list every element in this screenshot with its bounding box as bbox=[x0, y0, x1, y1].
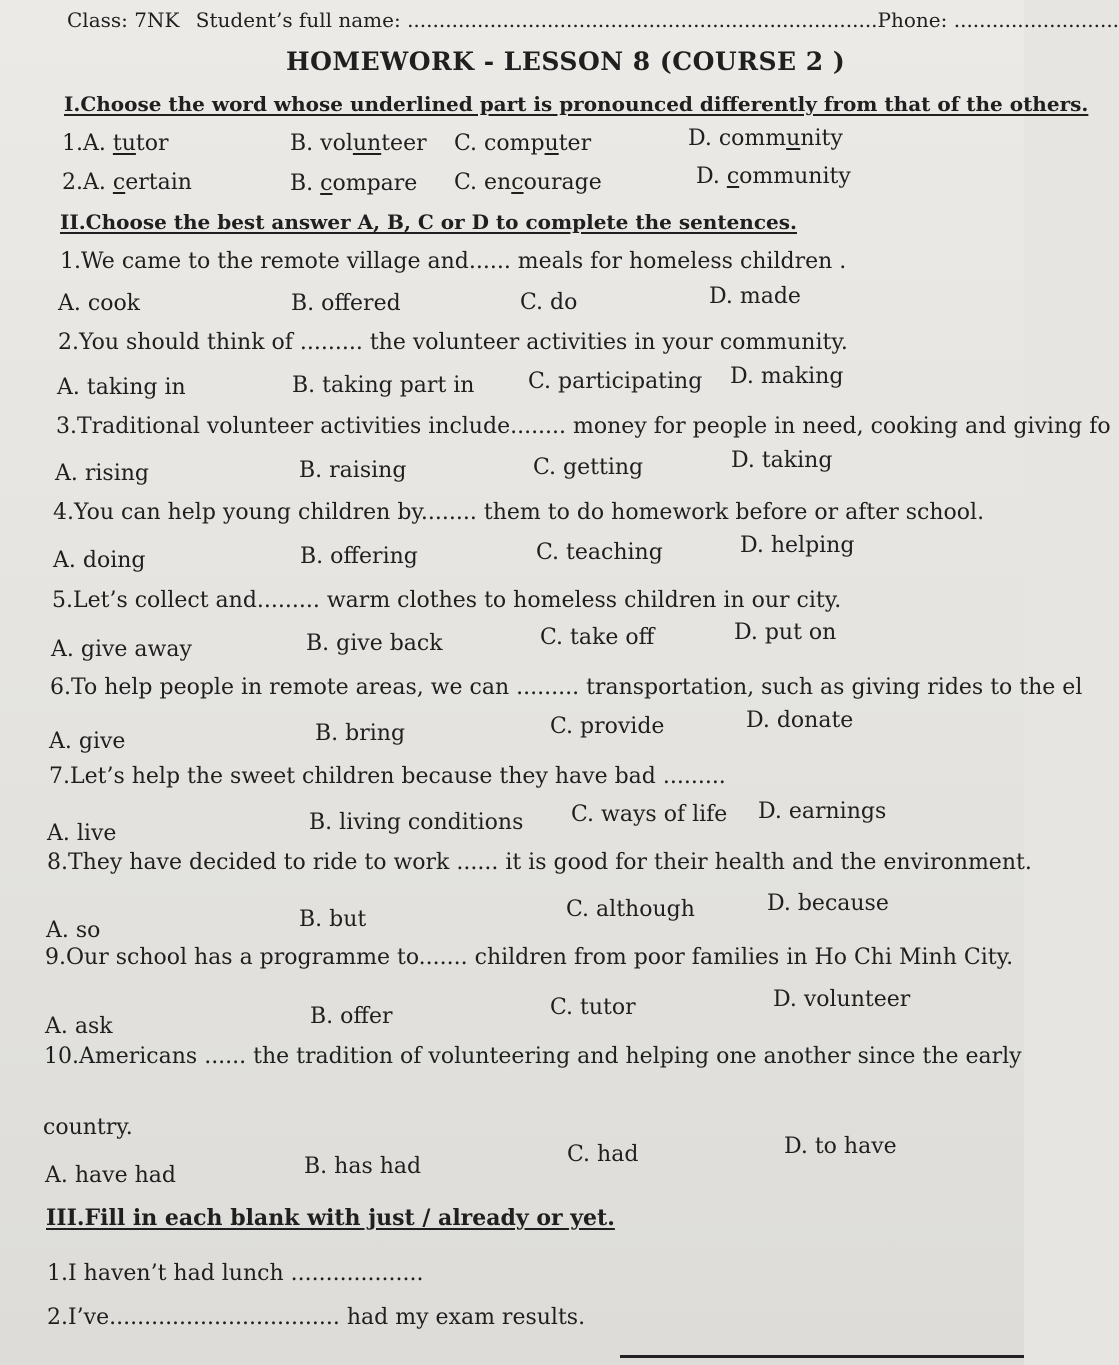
s2-q4-d: D. helping bbox=[740, 533, 855, 558]
s2-q10-text: 10.Americans ...... the tradition of volunteering and helping one another since the early bbox=[44, 1044, 1022, 1069]
s2-q1-a: A. cook bbox=[58, 291, 141, 316]
s2-q4-text: 4.You can help young children by........ them to do homework before or after school. bbox=[53, 500, 985, 525]
s2-q7-c: C. ways of life bbox=[571, 802, 728, 827]
page-title: HOMEWORK - LESSON 8 (COURSE 2 ) bbox=[286, 47, 846, 76]
s2-q6-d: D. donate bbox=[746, 708, 854, 733]
s2-q4-b: B. offering bbox=[300, 544, 418, 569]
s2-q9-a: A. ask bbox=[45, 1014, 113, 1039]
s2-q2-text: 2.You should think of ......... the volunteer activities in your community. bbox=[58, 330, 848, 355]
s2-q7-d: D. earnings bbox=[758, 799, 887, 824]
s2-q6-a: A. give bbox=[49, 729, 126, 754]
s2-q10-c: C. had bbox=[567, 1142, 639, 1167]
s2-q2-b: B. taking part in bbox=[292, 373, 475, 398]
header-class: Class: 7NK Student’s full name: ..........................................................................Phone: .......................... bbox=[67, 8, 1119, 32]
s2-q5-c: C. take off bbox=[540, 625, 655, 650]
s2-q9-text: 9.Our school has a programme to....... children from poor families in Ho Chi Minh City. bbox=[45, 945, 1014, 970]
s2-q3-a: A. rising bbox=[55, 461, 150, 486]
s2-q3-b: B. raising bbox=[299, 458, 407, 483]
s2-q10-text-cont: country. bbox=[43, 1115, 133, 1140]
s1-q2-b: B. compare bbox=[290, 171, 418, 196]
s2-q8-text: 8.They have decided to ride to work ...... it is good for their health and the environment. bbox=[47, 850, 1032, 875]
s2-q8-d: D. because bbox=[767, 891, 889, 916]
s2-q7-b: B. living conditions bbox=[309, 810, 524, 835]
s2-q4-a: A. doing bbox=[53, 548, 146, 573]
s2-q4-c: C. teaching bbox=[536, 540, 663, 565]
s2-q1-text: 1.We came to the remote village and...... meals for homeless children . bbox=[60, 249, 847, 274]
s2-q9-b: B. offer bbox=[310, 1004, 393, 1029]
page-edge-line bbox=[620, 1355, 1024, 1358]
s2-q2-a: A. taking in bbox=[57, 375, 186, 400]
section-2-heading: II.Choose the best answer A, B, C or D to complete the sentences. bbox=[60, 210, 797, 234]
s3-q1-text: 1.I haven’t had lunch ................... bbox=[47, 1261, 424, 1286]
s2-q2-c: C. participating bbox=[528, 369, 703, 394]
s2-q3-c: C. getting bbox=[533, 455, 644, 480]
s1-q1-d: D. community bbox=[688, 126, 843, 151]
s2-q7-text: 7.Let’s help the sweet children because they have bad ......... bbox=[49, 764, 726, 789]
section-3-heading: III.Fill in each blank with just / already or yet. bbox=[46, 1205, 615, 1231]
s2-q8-a: A. so bbox=[46, 918, 101, 943]
s1-q1-a: 1.A. tutor bbox=[62, 131, 169, 156]
s1-q1-b: B. volunteer bbox=[290, 131, 427, 156]
s1-q2-d: D. community bbox=[696, 164, 851, 189]
s2-q3-text: 3.Traditional volunteer activities include........ money for people in need, cooking and giving fo bbox=[56, 414, 1111, 439]
s2-q8-c: C. although bbox=[566, 897, 695, 922]
s2-q5-d: D. put on bbox=[734, 620, 837, 645]
s2-q5-text: 5.Let’s collect and......... warm clothes to homeless children in our city. bbox=[52, 588, 842, 613]
s1-q2-c: C. encourage bbox=[454, 170, 602, 195]
s2-q1-b: B. offered bbox=[291, 291, 401, 316]
s2-q8-b: B. but bbox=[299, 907, 367, 932]
s2-q10-a: A. have had bbox=[45, 1163, 176, 1188]
s1-q1-c: C. computer bbox=[454, 131, 592, 156]
s2-q2-d: D. making bbox=[730, 364, 844, 389]
s2-q5-b: B. give back bbox=[306, 631, 443, 656]
s2-q10-d: D. to have bbox=[784, 1134, 897, 1159]
s2-q9-d: D. volunteer bbox=[773, 987, 911, 1012]
s2-q6-c: C. provide bbox=[550, 714, 665, 739]
s2-q6-text: 6.To help people in remote areas, we can ......... transportation, such as giving rides to the el bbox=[50, 675, 1083, 700]
s2-q9-c: C. tutor bbox=[550, 995, 636, 1020]
s2-q1-c: C. do bbox=[520, 290, 578, 315]
s1-q2-a: 2.A. certain bbox=[62, 170, 192, 195]
s2-q1-d: D. made bbox=[709, 284, 801, 309]
s2-q10-b: B. has had bbox=[304, 1154, 422, 1179]
s2-q3-d: D. taking bbox=[731, 448, 833, 473]
s2-q7-a: A. live bbox=[47, 821, 117, 846]
s3-q2-text: 2.I’ve................................. had my exam results. bbox=[47, 1305, 586, 1330]
s2-q5-a: A. give away bbox=[51, 637, 192, 662]
s2-q6-b: B. bring bbox=[315, 721, 406, 746]
section-1-heading: I.Choose the word whose underlined part is pronounced differently from that of the others. bbox=[64, 92, 1089, 116]
